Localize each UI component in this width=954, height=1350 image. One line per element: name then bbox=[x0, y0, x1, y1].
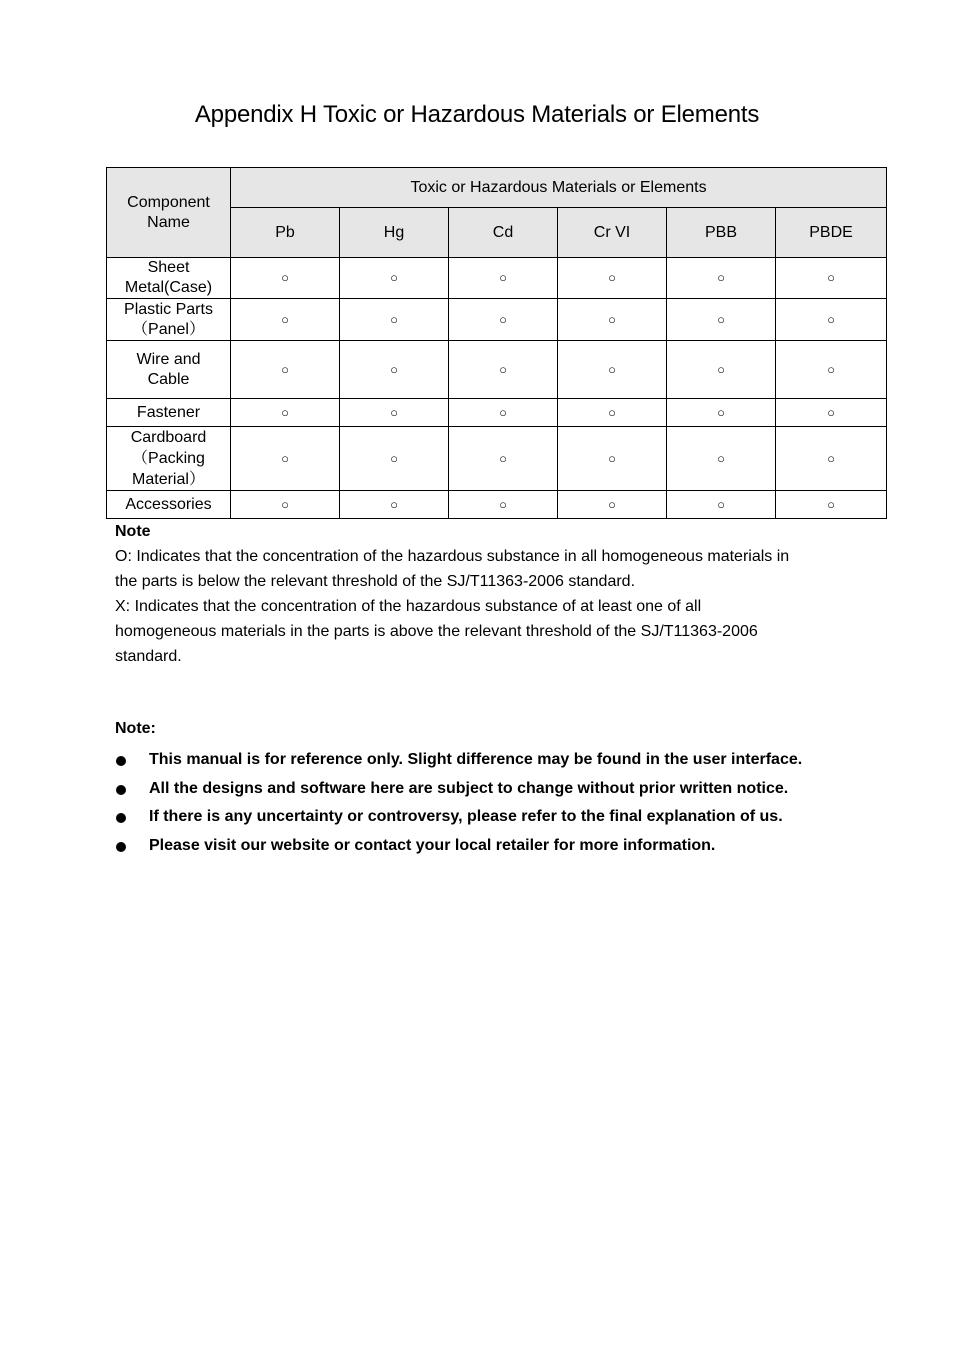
table-cell: ○ bbox=[667, 399, 776, 427]
list-item bbox=[115, 746, 802, 775]
component-name-line: Plastic Parts bbox=[124, 300, 213, 318]
disclaimer-list bbox=[115, 746, 802, 861]
table-cell: ○ bbox=[558, 399, 667, 427]
column-header-hg: Hg bbox=[340, 208, 449, 258]
list-item bbox=[115, 832, 802, 861]
table-cell: ○ bbox=[231, 258, 340, 299]
table-cell: ○ bbox=[449, 258, 558, 299]
component-header-line: Component bbox=[127, 193, 210, 211]
table-cell: ○ bbox=[449, 491, 558, 519]
table-cell: ○ bbox=[231, 491, 340, 519]
table-cell: ○ bbox=[340, 341, 449, 399]
table-cell: ○ bbox=[340, 258, 449, 299]
list-item-text: This manual is for reference only. Slight difference may be found in the user interface. bbox=[149, 751, 803, 768]
component-name-line: （Packing bbox=[132, 450, 205, 467]
component-header-line: Name bbox=[147, 213, 190, 231]
column-header-pbb: PBB bbox=[667, 208, 776, 258]
note-x-line: homogeneous materials in the parts is above the relevant threshold of the SJ/T11363-2006 bbox=[115, 623, 758, 640]
table-cell: ○ bbox=[776, 491, 887, 519]
component-name-line: Cable bbox=[147, 370, 190, 388]
table-cell: ○ bbox=[558, 491, 667, 519]
component-name-line: Cardboard bbox=[130, 429, 207, 446]
table-row bbox=[107, 427, 887, 491]
component-name bbox=[107, 299, 231, 341]
table-cell: ○ bbox=[231, 299, 340, 341]
table-cell: ○ bbox=[449, 427, 558, 491]
component-name: Fastener bbox=[107, 399, 231, 427]
note-x-line: standard. bbox=[115, 648, 182, 665]
note-x-line: X: Indicates that the concentration of the hazardous substance of at least one of all bbox=[115, 598, 702, 615]
component-name-line: Sheet bbox=[147, 259, 190, 276]
component-name-line: Wire and bbox=[136, 350, 201, 368]
table-row bbox=[107, 299, 887, 341]
note-heading: Note bbox=[115, 523, 151, 540]
table-cell: ○ bbox=[558, 258, 667, 299]
hazardous-materials-table bbox=[106, 167, 887, 519]
table-cell: ○ bbox=[340, 491, 449, 519]
table-cell: ○ bbox=[340, 399, 449, 427]
page-title: Appendix H Toxic or Hazardous Materials or Elements bbox=[194, 101, 760, 128]
bullet-icon bbox=[116, 813, 126, 823]
table-row bbox=[107, 341, 887, 399]
table-cell: ○ bbox=[558, 427, 667, 491]
table-cell: ○ bbox=[449, 299, 558, 341]
table-cell: ○ bbox=[340, 427, 449, 491]
disclaimer-heading: Note: bbox=[115, 720, 156, 737]
bullet-icon bbox=[116, 842, 126, 852]
column-header-pbde: PBDE bbox=[776, 208, 887, 258]
component-name: Accessories bbox=[107, 491, 231, 519]
component-name bbox=[107, 258, 231, 299]
table-cell: ○ bbox=[667, 299, 776, 341]
table-cell: ○ bbox=[667, 341, 776, 399]
table-cell: ○ bbox=[776, 299, 887, 341]
table-cell: ○ bbox=[776, 427, 887, 491]
table-cell: ○ bbox=[558, 299, 667, 341]
column-header-cd: Cd bbox=[449, 208, 558, 258]
table-cell: ○ bbox=[667, 427, 776, 491]
component-name bbox=[107, 341, 231, 399]
table-cell: ○ bbox=[231, 427, 340, 491]
table-cell: ○ bbox=[776, 341, 887, 399]
list-item bbox=[115, 803, 802, 832]
list-item-text: Please visit our website or contact your local retailer for more information. bbox=[149, 837, 716, 855]
table-cell: ○ bbox=[558, 341, 667, 399]
table-cell: ○ bbox=[231, 399, 340, 427]
table-cell: ○ bbox=[667, 258, 776, 299]
list-item-text: If there is any uncertainty or controversy, please refer to the final explanation of us. bbox=[149, 808, 783, 826]
component-name-line: （Panel） bbox=[132, 320, 205, 338]
column-header-crvi: Cr VI bbox=[558, 208, 667, 258]
table-cell: ○ bbox=[449, 341, 558, 399]
table-cell: ○ bbox=[449, 399, 558, 427]
list-item bbox=[115, 775, 802, 804]
note-o-line: O: Indicates that the concentration of the hazardous substance in all homogeneous materials in bbox=[115, 548, 790, 565]
table-cell: ○ bbox=[667, 491, 776, 519]
note-o-line: the parts is below the relevant threshold of the SJ/T11363-2006 standard. bbox=[115, 573, 636, 590]
table-cell: ○ bbox=[231, 341, 340, 399]
bullet-icon bbox=[116, 756, 126, 766]
table-cell: ○ bbox=[776, 399, 887, 427]
table-row bbox=[107, 491, 887, 519]
table-cell: ○ bbox=[776, 258, 887, 299]
component-name bbox=[107, 427, 231, 491]
component-name-line: Material） bbox=[132, 471, 205, 488]
table-cell: ○ bbox=[340, 299, 449, 341]
list-item-text: All the designs and software here are subject to change without prior written notice. bbox=[149, 779, 789, 797]
column-header-pb: Pb bbox=[231, 208, 340, 258]
table-note bbox=[115, 519, 845, 669]
table-row bbox=[107, 258, 887, 299]
component-name-header bbox=[107, 168, 231, 258]
component-name-line: Metal(Case) bbox=[124, 279, 213, 296]
table-row bbox=[107, 399, 887, 427]
bullet-icon bbox=[116, 785, 126, 795]
group-header: Toxic or Hazardous Materials or Elements bbox=[231, 168, 887, 208]
